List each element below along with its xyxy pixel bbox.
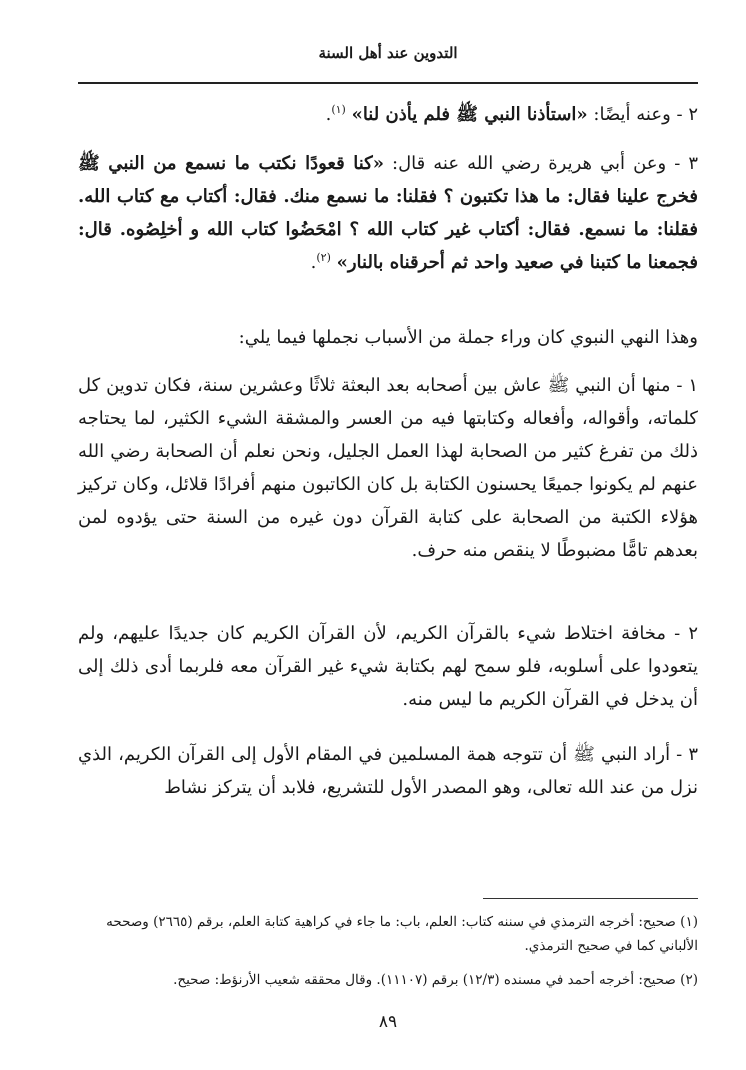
- hadith-2-prefix: ٢ - وعنه أيضًا:: [587, 104, 698, 125]
- footnote-marker-2: (٢): [316, 251, 331, 264]
- footnote-1: (١) صحيح: أخرجه الترمذي في سننه كتاب: العلم، باب: ما جاء في كراهية كتابة العلم، برقم (٢٦٦٥) وصححه الألباني كما في صحيح الترمذي.: [106, 914, 698, 954]
- header-rule: [78, 82, 698, 84]
- footnote-rule: [483, 898, 698, 899]
- hadith-2: [78, 98, 698, 131]
- running-header: التدوين عند أهل السنة: [318, 44, 458, 62]
- book-page: [78, 0, 698, 1070]
- hadith-3: [78, 147, 698, 279]
- reason-3: ٣ - أراد النبي ﷺ أن تتوجه همة المسلمين في المقام الأول إلى القرآن الكريم، الذي نزل من عند الله تعالى، وهو المصدر الأول للتشريع، فلابد أن يتركز نشاط: [78, 744, 698, 798]
- reason-2: ٢ - مخافة اختلاط شيء بالقرآن الكريم، لأن القرآن الكريم كان جديدًا عليهم، ولم يتعودوا على أسلوبه، فلو سمح لهم بكتابة شيء غير القرآن معه فلربما أدى ذلك إلى أن يدخل في القرآن الكريم ما ليس منه.: [78, 623, 698, 710]
- hadith-3-suffix: .: [310, 252, 317, 273]
- reasons-intro: وهذا النهي النبوي كان وراء جملة من الأسباب نجملها فيما يلي:: [238, 327, 698, 348]
- hadith-3-quote: «كنا قعودًا نكتب ما نسمع من النبي ﷺ فخرج علينا فقال: ما هذا تكتبون ؟ فقلنا: ما نسمع منك. فقال: أكتاب مع كتاب الله. فقلنا: ما نسمع. فقال: أكتاب غير كتاب الله ؟ امْحَضُوا كتاب الله و أخلِصُوه. قال: فجمعنا ما كتبنا في صعيد واحد ثم أحرقناه بالنار»: [78, 153, 698, 273]
- hadith-2-suffix: .: [325, 104, 332, 125]
- page-number: ٨٩: [378, 1012, 398, 1032]
- footnote-marker-1: (١): [331, 103, 346, 116]
- hadith-2-quote: «استأذنا النبي ﷺ فلم يأذن لنا»: [351, 104, 588, 125]
- hadith-3-prefix: ٣ - وعن أبي هريرة رضي الله عنه قال:: [383, 153, 698, 174]
- reason-1: ١ - منها أن النبي ﷺ عاش بين أصحابه بعد البعثة ثلاثًا وعشرين سنة، فكان تدوين كل كلماته، وأقواله، وأفعاله وكتابتها فيه من العسر والمشقة الشيء الكثير، لما يحتاجه ذلك من تفرغ كثير من الصحابة لهذا العمل الجليل، ونحن نعلم أن الصحابة رضي الله عنهم لم يكونوا جميعًا يحسنون الكتابة بل كان الكاتبون منهم أفرادًا قلائل، وكان تركيز هؤلاء الكتبة من الصحابة على كتابة القرآن دون غيره من السنة حتى يؤدوه لمن بعدهم تامًّا مضبوطًا لا ينقص منه حرف.: [78, 375, 698, 561]
- footnote-2: (٢) صحيح: أخرجه أحمد في مسنده (١٢/٣) برقم (١١١٠٧). وقال محققه شعيب الأرنؤط: صحيح.: [173, 972, 698, 988]
